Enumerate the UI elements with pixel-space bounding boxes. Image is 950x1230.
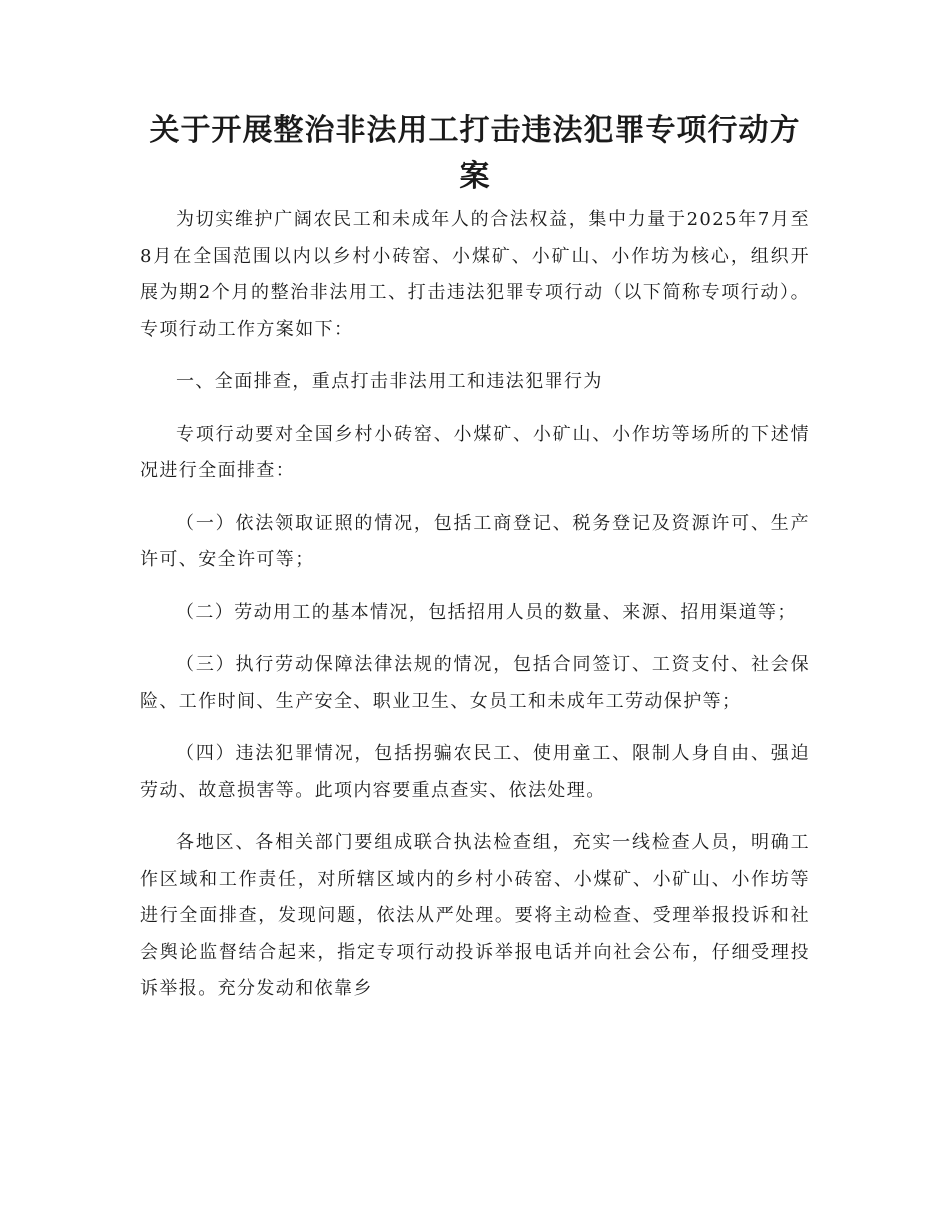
list-item-2: （二）劳动用工的基本情况，包括招用人员的数量、来源、招用渠道等； bbox=[176, 601, 797, 623]
section-heading-1: 一、全面排查，重点打击非法用工和违法犯罪行为 bbox=[176, 371, 603, 392]
paragraph-intro: 为切实维护广阔农民工和未成年人的合法权益，集中力量于2025年7月至8月在全国范围以内以乡村小砖窑、小煤矿、小矿山、小作坊为核心，组织开展为期2个月的整治非法用工、打击违法犯罪专项行动（以下简称专项行动）。专项行动工作方案如下： bbox=[140, 209, 810, 340]
document-body bbox=[140, 202, 810, 1024]
document-title: 关于开展整治非法用工打击违法犯罪专项行动方案 bbox=[149, 113, 801, 194]
list-item-3: （三）执行劳动保障法律法规的情况，包括合同签订、工资支付、社会保险、工作时间、生产安全、职业卫生、女员工和未成年工劳动保护等； bbox=[140, 654, 810, 712]
paragraph-enforcement: 各地区、各相关部门要组成联合执法检查组，充实一线检查人员，明确工作区域和工作责任，对所辖区域内的乡村小砖窑、小煤矿、小矿山、小作坊等进行全面排查，发现问题，依法从严处理。要将主动检查、受理举报投诉和社会舆论监督结合起来，指定专项行动投诉举报电话并向社会公布，仔细受理投诉举报。充分发动和依靠乡 bbox=[140, 832, 810, 999]
paragraph-scope: 专项行动要对全国乡村小砖窑、小煤矿、小矿山、小作坊等场所的下述情况进行全面排查： bbox=[140, 423, 810, 481]
list-item-1: （一）依法领取证照的情况，包括工商登记、税务登记及资源许可、生产许可、安全许可等； bbox=[140, 512, 810, 570]
list-item-4: （四）违法犯罪情况，包括拐骗农民工、使用童工、限制人身自由、强迫劳动、故意损害等。此项内容要重点查实、依法处理。 bbox=[140, 743, 810, 801]
